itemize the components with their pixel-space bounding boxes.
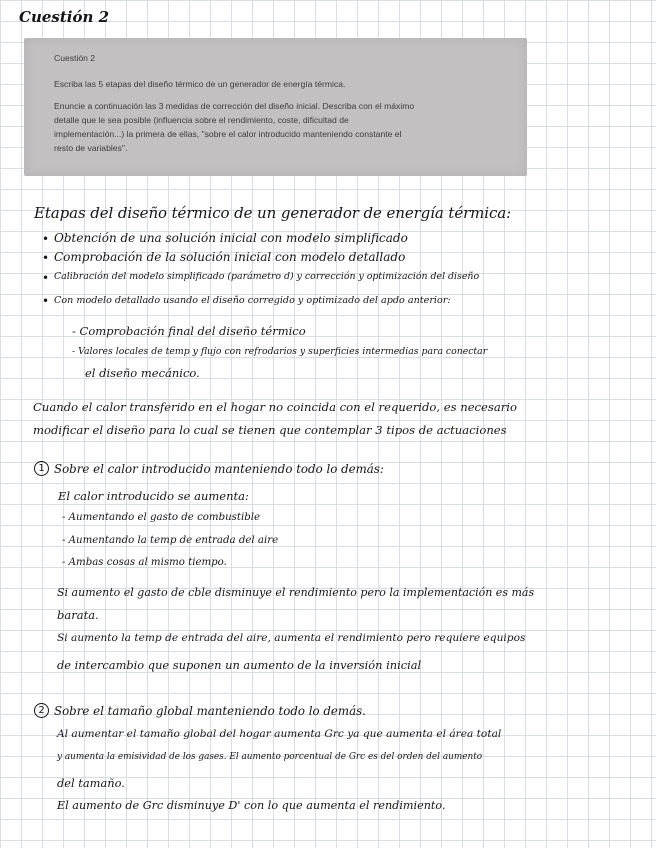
stage-item: Comprobación de la solución inicial con modelo detallado [54, 250, 406, 264]
stage-item: Obtención de una solución inicial con modelo simplificado [54, 231, 408, 245]
measure-heading: Sobre el calor introducido manteniendo todo lo demás: [54, 462, 384, 476]
question-line: resto de variables". [54, 143, 128, 153]
substage-item: el diseño mecánico. [85, 366, 200, 380]
intro-line: Cuando el calor transferido en el hogar no coincida con el requerido, es necesario [33, 400, 517, 414]
measure-paragraph-line: barata. [57, 608, 99, 622]
substage-item: - Valores locales de temp y flujo con refrodarios y superficies intermedias para conectar [72, 346, 488, 357]
measure-paragraph-line: Si aumento el gasto de cble disminuye el rendimiento pero la implementación es más [57, 586, 535, 599]
substage-item: - Comprobación final del diseño térmico [72, 324, 306, 338]
bullet-icon: • [42, 271, 50, 285]
bullet-icon: • [42, 232, 50, 246]
stages-heading: Etapas del diseño térmico de un generador de energía térmica: [34, 204, 512, 222]
intro-line: modificar el diseño para lo cual se tienen que contemplar 3 tipos de actuaciones [33, 423, 507, 437]
measure-paragraph-line: El aumento de Grc disminuye D' con lo que aumenta el rendimiento. [57, 799, 446, 812]
measure-paragraph-line: del tamaño. [57, 776, 125, 790]
number-circle-icon: 1 [34, 461, 49, 476]
stage-item: Con modelo detallado usando el diseño corregido y optimizado del apdo anterior: [54, 295, 451, 306]
bullet-icon: • [42, 294, 50, 308]
measure-heading: Sobre el tamaño global manteniendo todo lo demás. [54, 704, 366, 718]
measure-item: - Aumentando la temp de entrada del aire [62, 535, 279, 546]
measure-paragraph-line: Si aumento la temp de entrada del aire, aumenta el rendimiento pero requiere equipos [57, 632, 526, 644]
question-title: Cuestión 2 [54, 53, 96, 63]
measure-paragraph-line: de intercambio que suponen un aumento de la inversión inicial [57, 658, 422, 672]
bullet-icon: • [42, 251, 50, 265]
measure-item: - Aumentando el gasto de combustible [62, 512, 261, 523]
question-line: detalle que le sea posible (influencia sobre el rendimiento, coste, dificultad de [54, 115, 349, 125]
stage-item: Calibración del modelo simplificado (parámetro d) y corrección y optimización del diseño [54, 271, 480, 282]
question-prompt: Escriba las 5 etapas del diseño térmico de un generador de energía térmica. [54, 79, 346, 89]
question-line: Enuncie a continuación las 3 medidas de corrección del diseño inicial. Describa con el máximo [54, 101, 415, 111]
question-photo [24, 38, 527, 176]
question-line: implementación...) la primera de ellas, "sobre el calor introducido manteniendo constante el [54, 129, 402, 139]
page-heading: Cuestión 2 [19, 8, 110, 26]
number-circle-icon: 2 [34, 703, 49, 718]
measure-item: - Ambas cosas al mismo tiempo. [62, 557, 227, 568]
measure-paragraph-line: y aumenta la emisividad de los gases. El aumento porcentual de Grc es del orden del aumento [57, 752, 483, 762]
measure-paragraph-line: Al aumentar el tamaño global del hogar aumenta Grc ya que aumenta el área total [57, 728, 502, 740]
measure-subheading: El calor introducido se aumenta: [58, 489, 249, 503]
